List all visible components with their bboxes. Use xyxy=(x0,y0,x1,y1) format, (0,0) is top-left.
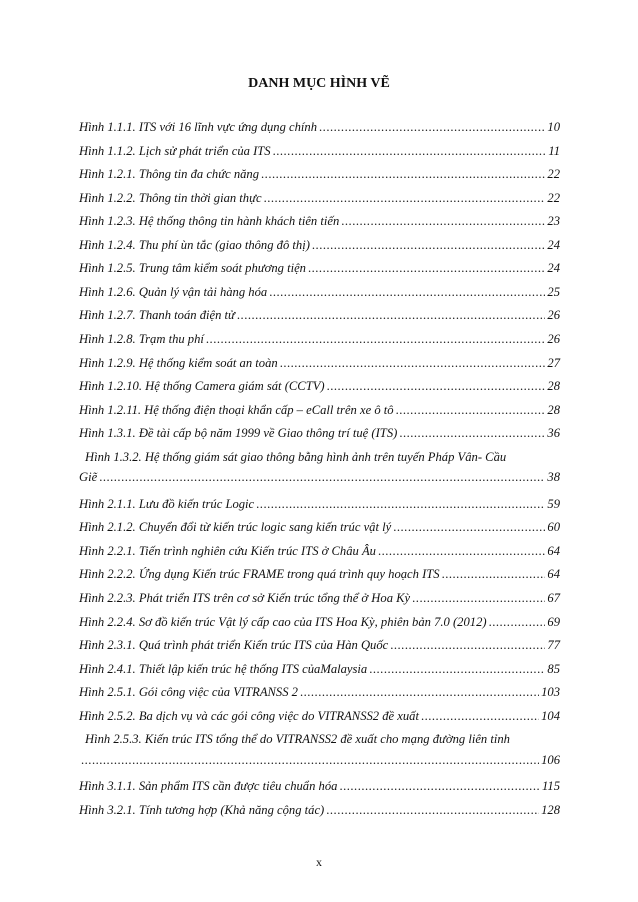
toc-entry-page: 38 xyxy=(547,470,560,485)
toc-leader-dots xyxy=(326,801,539,819)
page-number: x xyxy=(316,855,322,869)
toc-entry-page: 69 xyxy=(547,614,560,629)
toc-entry-page: 77 xyxy=(547,638,560,653)
toc-entry-title: Hình 2.1.1. Lưu đồ kiến trúc Logic xyxy=(79,496,255,511)
toc-entry[interactable] xyxy=(79,401,560,419)
toc-leader-dots xyxy=(442,565,546,583)
toc-entry-title: Hình 2.4.1. Thiết lập kiến trúc hệ thống ITS củaMalaysia xyxy=(79,661,368,676)
toc-leader-dots xyxy=(312,236,546,254)
toc-entry[interactable] xyxy=(79,683,560,701)
toc-entry-page: 64 xyxy=(547,543,560,558)
toc-entry-page: 106 xyxy=(541,752,560,767)
toc-entry-page: 25 xyxy=(547,284,560,299)
toc-entry-page: 67 xyxy=(547,591,560,605)
toc-entry[interactable] xyxy=(79,589,560,607)
toc-entry-page: 85 xyxy=(547,661,560,676)
toc-entry[interactable] xyxy=(79,613,560,631)
toc-entry-page: 60 xyxy=(547,520,560,535)
toc-leader-dots xyxy=(256,495,545,513)
toc-entry[interactable] xyxy=(79,189,560,207)
toc-entry-title: Hình 1.2.5. Trung tâm kiểm soát phương tiện xyxy=(79,261,306,276)
toc-entry[interactable] xyxy=(79,468,560,486)
toc-leader-dots xyxy=(390,636,545,654)
toc-entry[interactable] xyxy=(79,306,560,324)
toc-entry-title: Hình 1.2.6. Quản lý vận tải hàng hóa xyxy=(79,284,268,299)
toc-entry-page: 26 xyxy=(547,308,560,323)
toc-leader-dots xyxy=(399,424,545,442)
toc-entry-page: 103 xyxy=(541,685,560,700)
toc-leader-dots xyxy=(421,707,539,725)
toc-entry-page: 28 xyxy=(547,379,560,394)
toc-entry[interactable] xyxy=(79,377,560,395)
toc-entry[interactable] xyxy=(79,283,560,301)
toc-entry-page: 24 xyxy=(547,261,560,276)
toc-entry-title: Hình 2.3.1. Quá trình phát triển Kiến trúc ITS của Hàn Quốc xyxy=(79,638,389,653)
toc-entry[interactable] xyxy=(79,565,560,583)
toc-entry[interactable] xyxy=(79,259,560,277)
toc-leader-dots xyxy=(319,118,545,136)
toc-leader-dots xyxy=(308,259,545,277)
toc-leader-dots xyxy=(269,283,545,301)
toc-entry[interactable] xyxy=(79,236,560,254)
toc-leader-dots xyxy=(237,306,546,324)
toc-leader-dots xyxy=(99,468,545,486)
page-title: DANH MỤC HÌNH VẼ xyxy=(248,76,390,91)
toc-entry-page: 36 xyxy=(547,426,560,441)
toc-entry[interactable] xyxy=(79,751,560,769)
toc-entry-title: Hình 1.2.10. Hệ thống Camera giám sát (CCTV) xyxy=(79,379,325,394)
toc-entry[interactable] xyxy=(79,777,560,795)
toc-entry[interactable] xyxy=(79,212,560,230)
toc-entry[interactable] xyxy=(79,660,560,678)
toc-entry-title: Hình 2.2.2. Ứng dụng Kiến trúc FRAME trong quá trình quy hoạch ITS xyxy=(79,567,440,582)
toc-entry[interactable] xyxy=(79,801,560,819)
toc-entry[interactable] xyxy=(79,707,560,725)
toc-entry-page: 22 xyxy=(547,190,560,205)
toc-entry[interactable] xyxy=(79,495,560,513)
toc-entry-title: Hình 1.2.3. Hệ thống thông tin hành khách tiên tiến xyxy=(79,214,340,229)
toc-leader-dots xyxy=(339,777,540,795)
toc-leader-dots xyxy=(280,354,546,372)
toc-entry-title: Hình 2.5.3. Kiến trúc ITS tổng thể do VITRANSS2 đề xuất cho mạng đường liên tỉnh xyxy=(85,732,510,747)
toc-entry-page: 28 xyxy=(547,402,560,417)
toc-entry-page: 22 xyxy=(547,167,560,182)
toc-entry-page: 11 xyxy=(548,143,560,158)
toc-entry-page: 26 xyxy=(547,331,560,346)
toc-leader-dots xyxy=(393,518,545,536)
toc-entry-page: 24 xyxy=(547,237,560,252)
toc-leader-dots xyxy=(273,142,547,160)
toc-entry[interactable] xyxy=(79,542,560,560)
toc-entry-title: Hình 2.1.2. Chuyển đổi từ kiến trúc logic sang kiến trúc vật lý xyxy=(79,520,392,535)
toc-entry-page: 10 xyxy=(547,120,560,134)
toc-entry-title: Hình 1.2.8. Trạm thu phí xyxy=(79,331,204,346)
toc-leader-dots xyxy=(369,660,545,678)
toc-entry-title: Hình 3.1.1. Sản phẩm ITS cần được tiêu chuẩn hóa xyxy=(79,779,338,794)
toc-entry-title: Hình 3.2.1. Tính tương hợp (Khả năng cộng tác) xyxy=(79,802,325,817)
toc-leader-dots xyxy=(396,401,546,419)
toc-leader-dots xyxy=(378,542,545,560)
toc-entry[interactable] xyxy=(79,330,560,348)
toc-leader-dots xyxy=(327,377,546,395)
toc-entry-title: Hình 1.3.1. Đề tài cấp bộ năm 1999 về Giao thông trí tuệ (ITS) xyxy=(79,426,398,441)
toc-leader-dots xyxy=(412,589,545,607)
toc-entry[interactable] xyxy=(79,354,560,372)
toc-entry[interactable] xyxy=(79,424,560,442)
toc-entry[interactable] xyxy=(79,518,560,536)
toc-entry-title: Hình 1.1.2. Lịch sử phát triển của ITS xyxy=(79,143,271,158)
toc-entry[interactable] xyxy=(79,118,560,136)
toc-entry-title: Hình 1.2.7. Thanh toán điện tử xyxy=(79,308,235,323)
toc-leader-dots xyxy=(206,330,546,348)
toc-leader-dots xyxy=(261,165,545,183)
toc-entry[interactable] xyxy=(79,636,560,654)
toc-entry-title: Hình 1.2.1. Thông tin đa chức năng xyxy=(79,167,260,182)
toc-entry-title-cont: Giẽ xyxy=(79,470,98,485)
toc-leader-dots xyxy=(300,683,539,701)
toc-leader-dots xyxy=(341,212,545,230)
toc-entry[interactable] xyxy=(79,730,560,748)
toc-entry-page: 27 xyxy=(547,355,560,370)
toc-entry[interactable] xyxy=(79,448,560,466)
toc-entry-title: Hình 1.2.4. Thu phí ùn tắc (giao thông đô thị) xyxy=(79,237,310,252)
toc-entry-page: 115 xyxy=(542,779,560,794)
toc-entry-title: Hình 2.5.2. Ba dịch vụ và các gói công việc do VITRANSS2 đề xuất xyxy=(79,708,419,723)
toc-entry-title: Hình 1.2.9. Hệ thống kiểm soát an toàn xyxy=(79,355,278,370)
toc-entry-title: Hình 1.3.2. Hệ thống giám sát giao thông bằng hình ảnh trên tuyến Pháp Vân- Cầu xyxy=(85,449,507,464)
toc-entry-page: 64 xyxy=(547,567,560,582)
toc-entry-title: Hình 1.1.1. ITS với 16 lĩnh vực ứng dụng chính xyxy=(79,120,318,134)
toc-entry-title: Hình 2.2.4. Sơ đồ kiến trúc Vật lý cấp cao của ITS Hoa Kỳ, phiên bản 7.0 (2012) xyxy=(79,614,487,629)
toc-leader-dots xyxy=(81,751,539,769)
toc-entry-title: Hình 1.2.11. Hệ thống điện thoại khẩn cấp – eCall trên xe ô tô xyxy=(79,402,394,417)
toc-entry-page: 128 xyxy=(541,802,560,817)
toc-entry-title: Hình 2.2.1. Tiến trình nghiên cứu Kiến trúc ITS ở Châu Âu xyxy=(79,543,376,558)
toc-entry-page: 104 xyxy=(541,708,560,723)
toc-entry[interactable] xyxy=(79,142,560,160)
toc-entry-title: Hình 1.2.2. Thông tin thời gian thực xyxy=(79,190,262,205)
toc-entry-page: 23 xyxy=(547,214,560,229)
toc-leader-dots xyxy=(489,613,546,631)
toc-leader-dots xyxy=(264,189,546,207)
toc-entry-title: Hình 2.5.1. Gói công việc của VITRANSS 2 xyxy=(79,685,298,700)
toc-entry[interactable] xyxy=(79,165,560,183)
toc-entry-title: Hình 2.2.3. Phát triển ITS trên cơ sở Kiến trúc tổng thể ở Hoa Kỳ xyxy=(79,591,411,605)
toc-entry-page: 59 xyxy=(547,496,560,511)
